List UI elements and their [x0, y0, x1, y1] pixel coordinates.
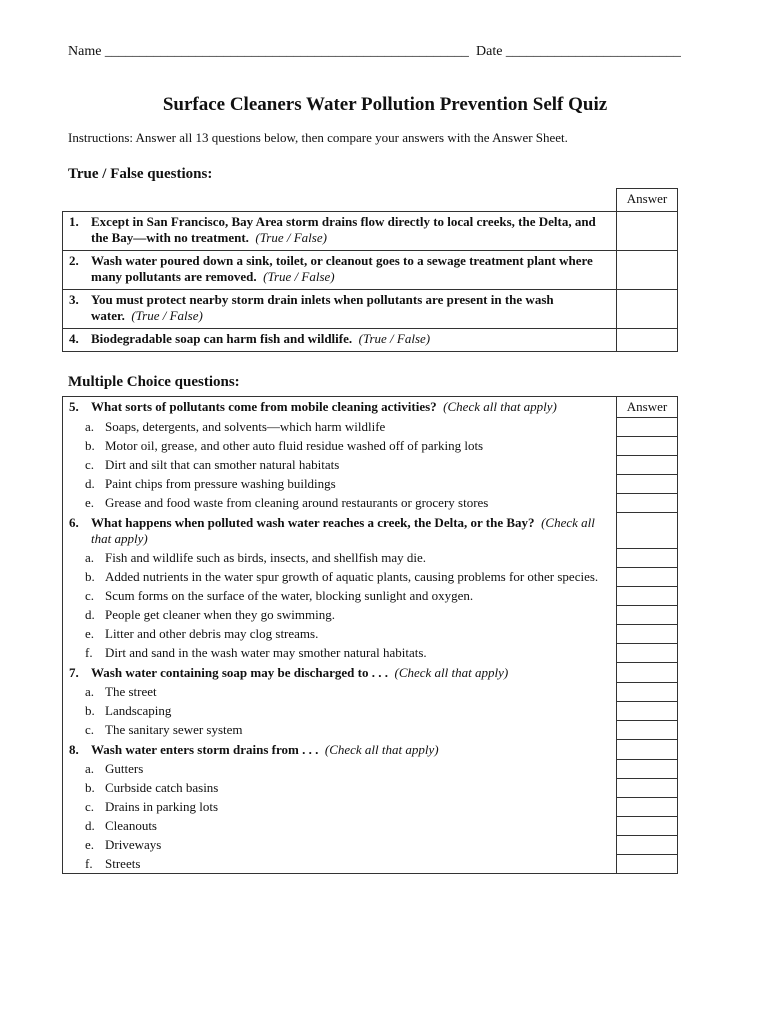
mc-option: e. Grease and food waste from cleaning around restaurants or grocery stores [63, 494, 617, 513]
question-4: 4. Biodegradable soap can harm fish and wildlife. (True / False) [63, 329, 617, 352]
mc-option-row [63, 587, 678, 606]
mc-option: d. Cleanouts [63, 817, 617, 836]
mc-option-row [63, 549, 678, 568]
true-false-table [62, 188, 678, 352]
mc-answer-header-cell [617, 740, 678, 760]
mc-option-row [63, 721, 678, 740]
mc-question-6: 6. What happens when polluted wash water reaches a creek, the Delta, or the Bay? (Check all that apply) [63, 513, 617, 549]
mc-option: b. Landscaping [63, 702, 617, 721]
mc-answer-box[interactable] [617, 683, 678, 702]
answer-box-1[interactable] [617, 212, 678, 251]
mc-answer-box[interactable] [617, 625, 678, 644]
mc-option: c. The sanitary sewer system [63, 721, 617, 740]
mc-answer-box[interactable] [617, 702, 678, 721]
mc-answer-box[interactable] [617, 855, 678, 874]
answer-box-3[interactable] [617, 290, 678, 329]
question-2: 2. Wash water poured down a sink, toilet, or cleanout goes to a sewage treatment plant where many pollutants are removed. (True / False) [63, 251, 617, 290]
mc-answer-box[interactable] [617, 587, 678, 606]
mc-option-row [63, 683, 678, 702]
name-field-label: Name ____________________________________________________ [68, 44, 469, 59]
question-1: 1. Except in San Francisco, Bay Area storm drains flow directly to local creeks, the Delta, and the Bay—with no treatment. (True / False) [63, 212, 617, 251]
mc-option-row [63, 568, 678, 587]
mc-option: a. Fish and wildlife such as birds, insects, and shellfish may die. [63, 549, 617, 568]
mc-option: e. Litter and other debris may clog streams. [63, 625, 617, 644]
mc-question-7: 7. Wash water containing soap may be discharged to . . . (Check all that apply) [63, 663, 617, 683]
mc-answer-column-header: Answer [617, 397, 678, 418]
mc-option: a. Soaps, detergents, and solvents—which harm wildlife [63, 418, 617, 437]
mc-option: b. Curbside catch basins [63, 779, 617, 798]
page-title: Surface Cleaners Water Pollution Prevention Self Quiz [162, 94, 608, 115]
mc-answer-box[interactable] [617, 836, 678, 855]
mc-answer-header-cell [617, 513, 678, 549]
mc-option: c. Dirt and silt that can smother natural habitats [63, 456, 617, 475]
mc-option: f. Dirt and sand in the wash water may smother natural habitats. [63, 644, 617, 663]
mc-option-row [63, 456, 678, 475]
mc-option-row [63, 779, 678, 798]
mc-answer-header-cell [617, 663, 678, 683]
mc-option: a. Gutters [63, 760, 617, 779]
mc-answer-box[interactable] [617, 418, 678, 437]
question-3: 3. You must protect nearby storm drain inlets when pollutants are present in the wash water. (True / False) [63, 290, 617, 329]
mc-answer-box[interactable] [617, 721, 678, 740]
mc-question-8: 8. Wash water enters storm drains from . . . (Check all that apply) [63, 740, 617, 760]
mc-option-row [63, 702, 678, 721]
mc-option-row [63, 418, 678, 437]
mc-answer-box[interactable] [617, 817, 678, 836]
mc-answer-box[interactable] [617, 437, 678, 456]
mc-option: d. People get cleaner when they go swimming. [63, 606, 617, 625]
tf-section-heading: True / False questions: [68, 166, 213, 182]
mc-option: b. Added nutrients in the water spur growth of aquatic plants, causing problems for other species. [63, 568, 617, 587]
mc-option-row [63, 475, 678, 494]
mc-option-row [63, 760, 678, 779]
mc-option: c. Scum forms on the surface of the water, blocking sunlight and oxygen. [63, 587, 617, 606]
multiple-choice-table [62, 396, 678, 874]
mc-answer-box[interactable] [617, 568, 678, 587]
mc-answer-box[interactable] [617, 494, 678, 513]
mc-answer-box[interactable] [617, 475, 678, 494]
mc-answer-box[interactable] [617, 779, 678, 798]
instructions-text: Instructions: Answer all 13 questions below, then compare your answers with the Answer Sheet. [68, 130, 568, 145]
date-field-label: Date _________________________ [476, 44, 681, 59]
mc-answer-box[interactable] [617, 760, 678, 779]
answer-box-4[interactable] [617, 329, 678, 352]
answer-column-header: Answer [617, 189, 678, 212]
answer-box-2[interactable] [617, 251, 678, 290]
mc-option-row [63, 644, 678, 663]
mc-option: c. Drains in parking lots [63, 798, 617, 817]
mc-answer-box[interactable] [617, 644, 678, 663]
mc-answer-box[interactable] [617, 456, 678, 475]
mc-option-row [63, 836, 678, 855]
mc-question-5: 5. What sorts of pollutants come from mobile cleaning activities? (Check all that apply) [63, 397, 617, 418]
mc-option: a. The street [63, 683, 617, 702]
mc-option-row [63, 798, 678, 817]
mc-option-row [63, 817, 678, 836]
mc-option: d. Paint chips from pressure washing buildings [63, 475, 617, 494]
mc-option-row [63, 855, 678, 874]
mc-option: e. Driveways [63, 836, 617, 855]
mc-option-row [63, 494, 678, 513]
mc-option: b. Motor oil, grease, and other auto fluid residue washed off of parking lots [63, 437, 617, 456]
mc-answer-box[interactable] [617, 606, 678, 625]
mc-option-row [63, 606, 678, 625]
mc-answer-box[interactable] [617, 798, 678, 817]
mc-option-row [63, 625, 678, 644]
mc-answer-box[interactable] [617, 549, 678, 568]
mc-section-heading: Multiple Choice questions: [68, 374, 240, 390]
mc-option-row [63, 437, 678, 456]
mc-option: f. Streets [63, 855, 617, 874]
